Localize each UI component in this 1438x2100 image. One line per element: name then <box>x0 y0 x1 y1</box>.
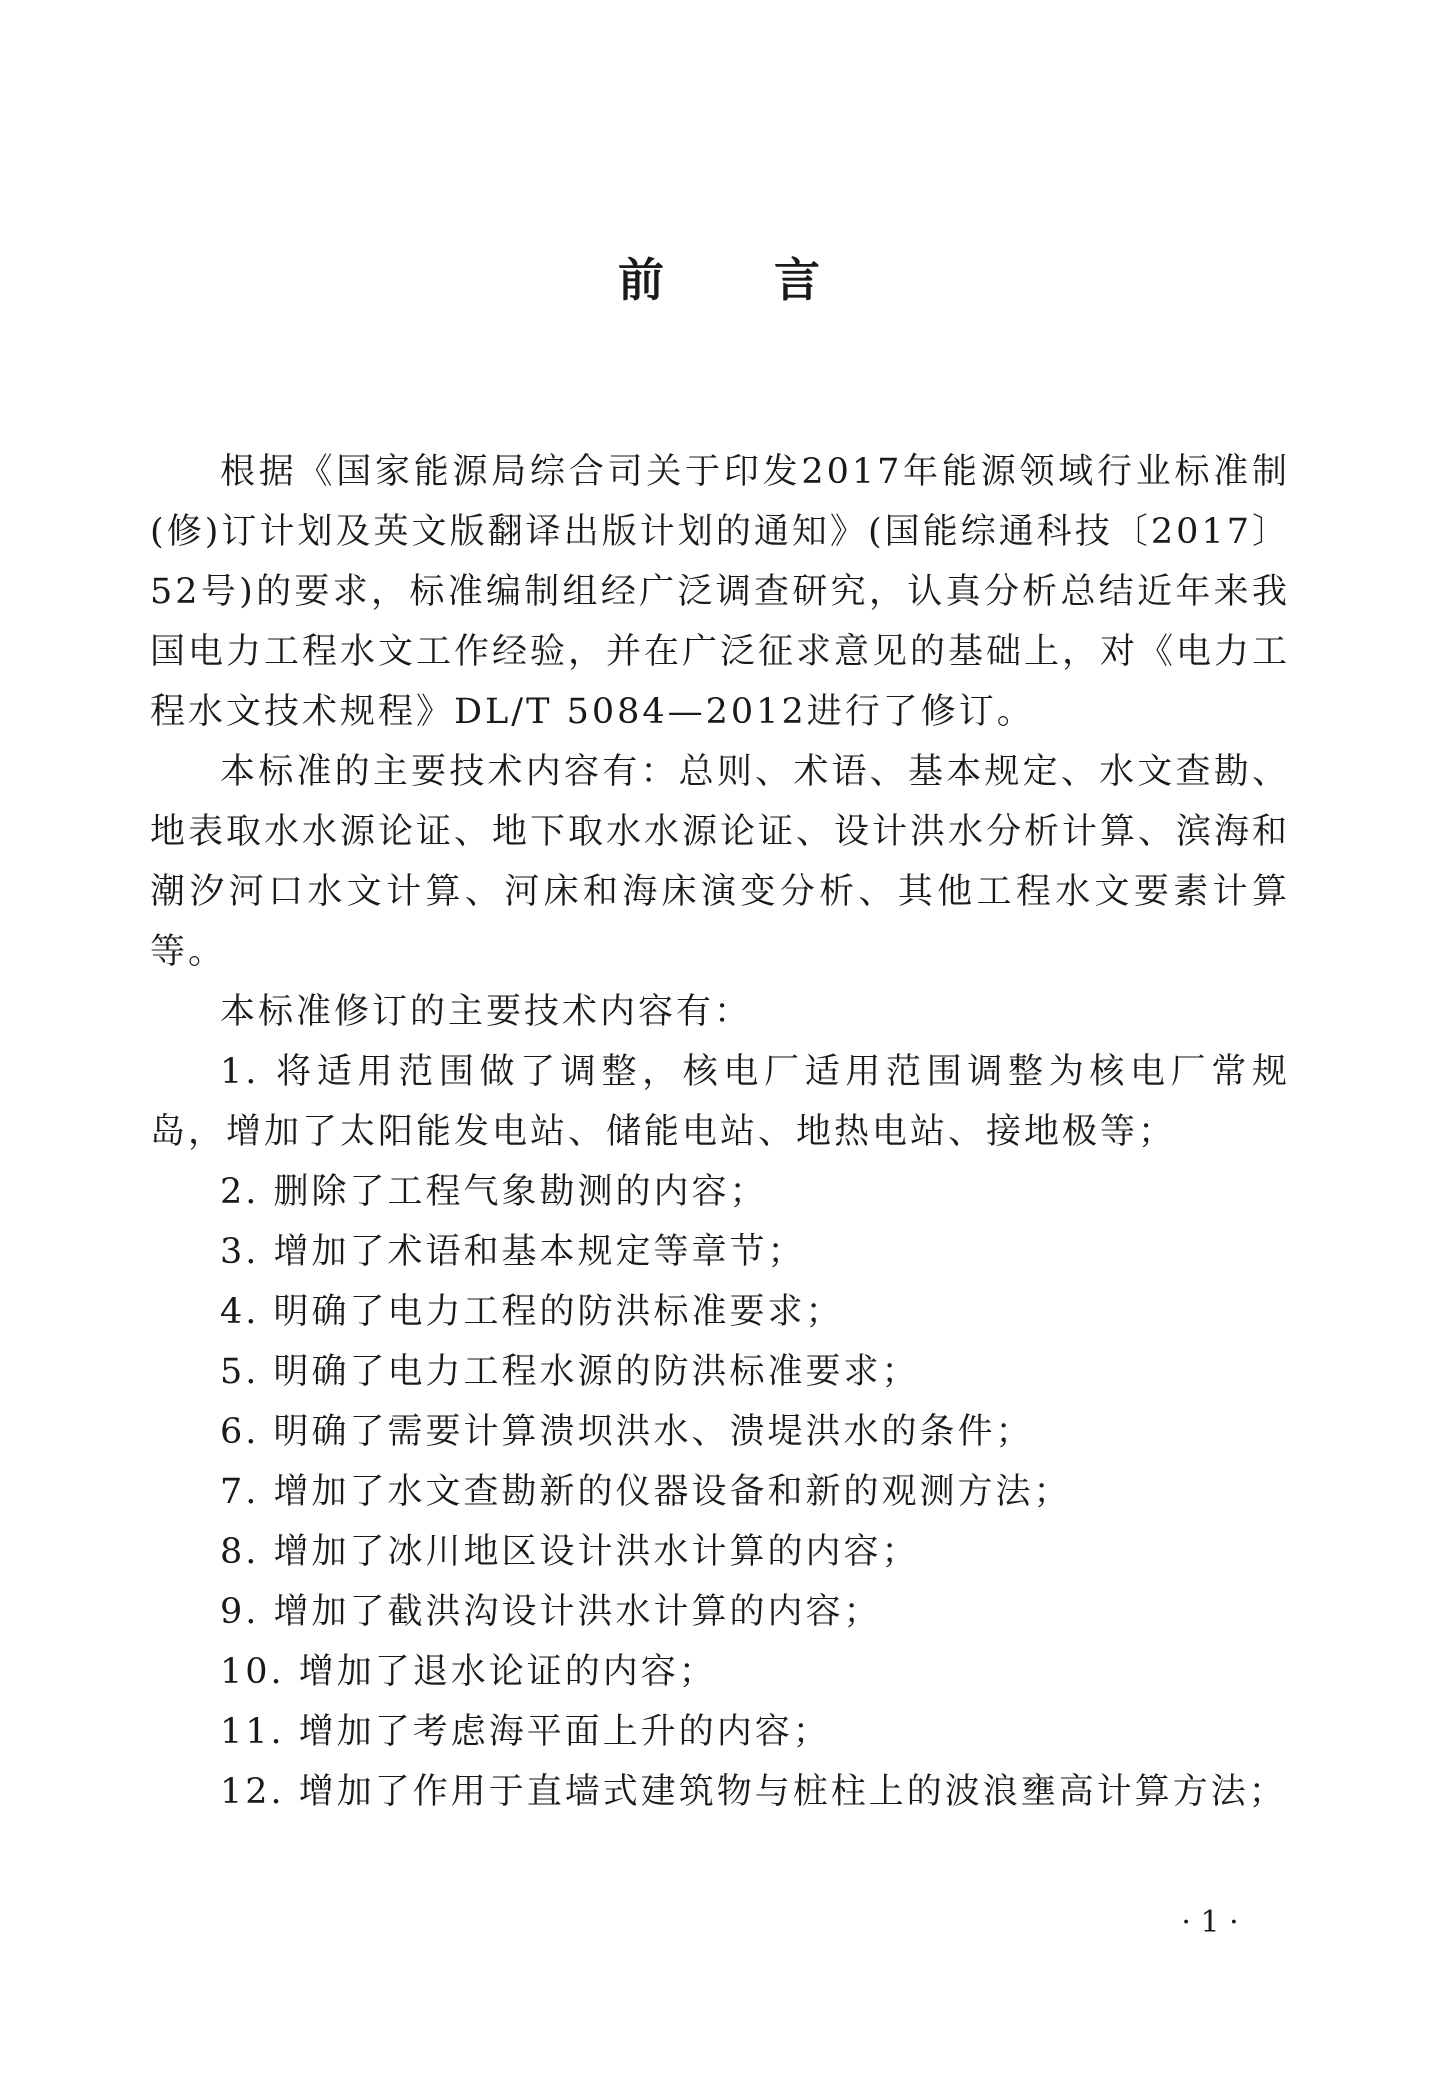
paragraph: 本标准的主要技术内容有：总则、术语、基本规定、水文查勘、地表取水水源论证、地下取水水源论证、设计洪水分析计算、滨海和潮汐河口水文计算、河床和海床演变分析、其他工程水文要素计算等。 <box>150 752 1291 972</box>
list-item: 9. 增加了截洪沟设计洪水计算的内容； <box>220 1592 882 1632</box>
list-item: 10. 增加了退水论证的内容； <box>220 1652 717 1692</box>
list-item: 11. 增加了考虑海平面上升的内容； <box>220 1712 831 1752</box>
page-title: 前言 <box>618 253 930 307</box>
list-item: 7. 增加了水文查勘新的仪器设备和新的观测方法； <box>220 1472 1072 1512</box>
body-text <box>150 442 1290 1822</box>
list-item: 6. 明确了需要计算溃坝洪水、溃堤洪水的条件； <box>220 1412 1034 1452</box>
list-item: 1. 将适用范围做了调整，核电厂适用范围调整为核电厂常规岛，增加了太阳能发电站、储能电站、地热电站、接地极等； <box>150 1052 1290 1152</box>
paragraph: 本标准修订的主要技术内容有： <box>220 992 753 1032</box>
list-item: 4. 明确了电力工程的防洪标准要求； <box>220 1292 844 1332</box>
page-number: · 1 · <box>1181 1905 1239 1940</box>
paragraph: 根据《国家能源局综合司关于印发2017年能源领域行业标准制(修)订计划及英文版翻译出版计划的通知》(国能综通科技〔2017〕52号)的要求，标准编制组经广泛调查研究，认真分析总结近年来我国电力工程水文工作经验，并在广泛征求意见的基础上，对《电力工程水文技术规程》DL/T 5084—2012进行了修订。 <box>150 452 1291 732</box>
list-item: 2. 删除了工程气象勘测的内容； <box>220 1172 768 1212</box>
list-item: 3. 增加了术语和基本规定等章节； <box>220 1232 806 1272</box>
list-item: 8. 增加了冰川地区设计洪水计算的内容； <box>220 1532 920 1572</box>
list-item: 5. 明确了电力工程水源的防洪标准要求； <box>220 1352 920 1392</box>
list-item: 12. 增加了作用于直墙式建筑物与桩柱上的波浪壅高计算方法； <box>220 1772 1287 1812</box>
